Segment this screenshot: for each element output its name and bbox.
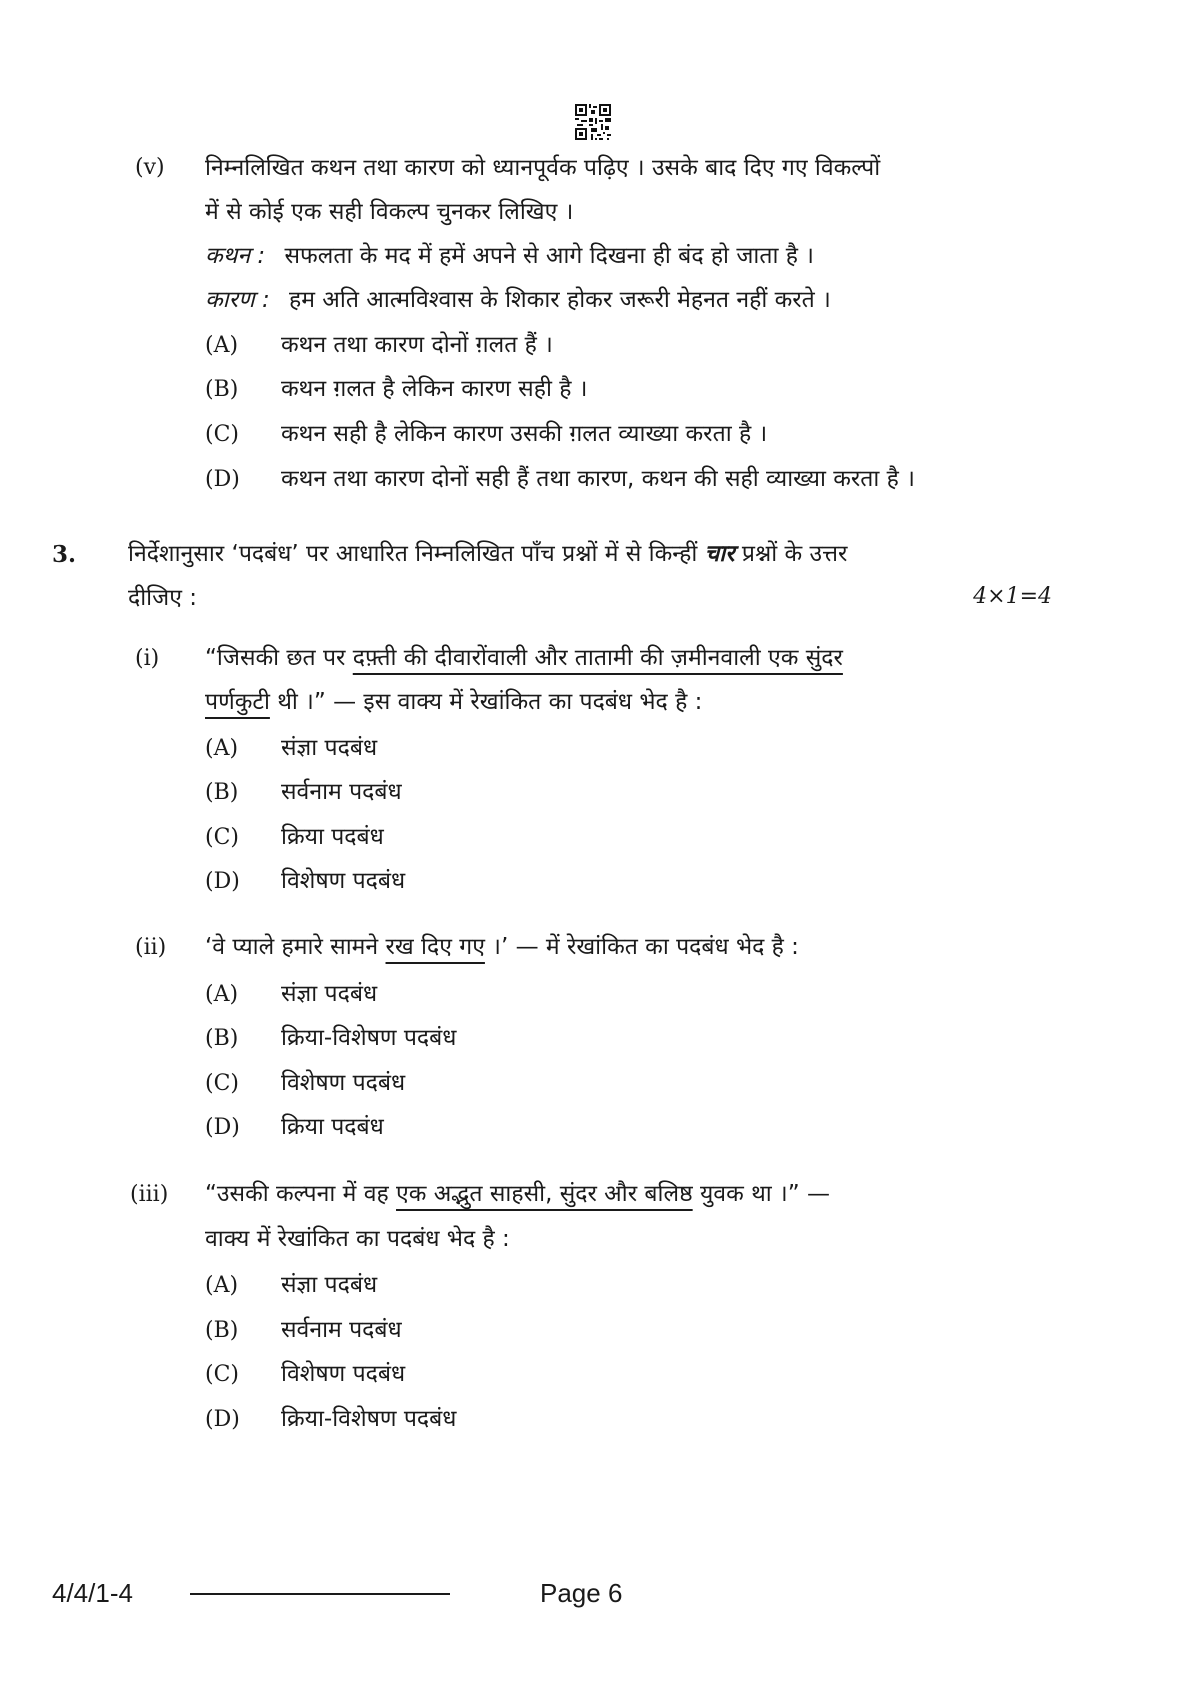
option-text: क्रिया पदबंध: [281, 1114, 384, 1140]
option-row: [205, 866, 405, 896]
question-text: वाक्य में रेखांकित का पदबंध भेद है :: [205, 1226, 510, 1252]
option-letter: (A): [205, 736, 239, 761]
option-letter: (A): [205, 982, 239, 1007]
option-letter: (D): [205, 1115, 240, 1140]
option-text: सर्वनाम पदबंध: [281, 779, 402, 805]
marks-allocation: 4×1=4: [973, 584, 1052, 609]
reason-row: [205, 285, 831, 315]
assertion-row: [205, 241, 814, 271]
option-letter: (A): [205, 1273, 239, 1298]
option-row: [205, 464, 915, 494]
option-row: [205, 330, 553, 360]
sentence-text: ‘वे प्याले हमारे सामने: [205, 934, 386, 960]
option-text: सर्वनाम पदबंध: [281, 1317, 402, 1343]
question-instruction: [128, 539, 847, 569]
option-row: [205, 1068, 405, 1098]
assertion-label: कथन :: [205, 243, 266, 269]
option-letter: (C): [205, 1071, 239, 1096]
question-text: [205, 687, 702, 717]
option-row: [205, 777, 402, 807]
option-row: [205, 374, 587, 404]
page-number: Page 6: [540, 1578, 623, 1608]
option-row: [205, 1359, 405, 1389]
option-text: कथन तथा कारण दोनों सही हैं तथा कारण, कथन की सही व्याख्या करता है ।: [281, 466, 915, 492]
underlined-phrase: पर्णकुटी: [205, 689, 270, 715]
underlined-phrase: एक अद्भुत साहसी, सुंदर और बलिष्ठ: [396, 1181, 693, 1207]
option-text: कथन सही है लेकिन कारण उसकी ग़लत व्याख्या करता है ।: [281, 421, 768, 447]
footer-divider: [190, 1593, 450, 1595]
question-part-label: (iii): [130, 1182, 169, 1207]
option-text: संज्ञा पदबंध: [281, 981, 378, 1007]
underlined-phrase: रख दिए गए: [385, 934, 485, 960]
question-instruction-line2: दीजिए :: [128, 585, 197, 611]
sentence-text: ।’ — में रेखांकित का पदबंध भेद है :: [484, 934, 799, 960]
option-row: [205, 733, 377, 763]
option-text: क्रिया-विशेषण पदबंध: [281, 1406, 457, 1432]
option-row: [205, 1404, 456, 1434]
paper-code: 4/4/1-4: [52, 1578, 133, 1608]
option-letter: (B): [205, 780, 239, 805]
instruction-text: निर्देशानुसार ‘पदबंध’ पर आधारित निम्नलिखित पाँच प्रश्नों में से किन्हीं: [128, 541, 698, 567]
option-letter: (D): [205, 869, 240, 894]
underlined-phrase: दफ़्ती की दीवारोंवाली और तातामी की ज़मीनवाली एक सुंदर: [352, 645, 843, 671]
option-letter: (B): [205, 1318, 239, 1343]
option-row: [205, 1112, 384, 1142]
option-letter: (C): [205, 422, 239, 447]
question-part-label: (v): [135, 155, 165, 180]
question-text: निम्नलिखित कथन तथा कारण को ध्यानपूर्वक पढ़िए । उसके बाद दिए गए विकल्पों: [205, 155, 881, 181]
option-text: विशेषण पदबंध: [281, 868, 406, 894]
reason-text: हम अति आत्मविश्वास के शिकार होकर जरूरी मेहनत नहीं करते ।: [289, 287, 831, 313]
option-letter: (B): [205, 377, 239, 402]
question-text: [205, 932, 799, 962]
option-row: [205, 822, 384, 852]
question-part-label: (ii): [135, 935, 167, 960]
reason-label: कारण :: [205, 287, 270, 313]
question-text: में से कोई एक सही विकल्प चुनकर लिखिए ।: [205, 199, 574, 225]
assertion-text: सफलता के मद में हमें अपने से आगे दिखना ही बंद हो जाता है ।: [284, 243, 814, 269]
option-letter: (D): [205, 1407, 240, 1432]
option-row: [205, 419, 767, 449]
option-letter: (D): [205, 467, 240, 492]
sentence-text: “उसकी कल्पना में वह: [205, 1181, 397, 1207]
option-letter: (B): [205, 1026, 239, 1051]
qr-code-icon: [573, 102, 613, 142]
sentence-text: युवक था ।” —: [692, 1181, 830, 1207]
question-text: [205, 643, 843, 673]
option-text: संज्ञा पदबंध: [281, 1272, 378, 1298]
option-text: कथन ग़लत है लेकिन कारण सही है ।: [281, 376, 588, 402]
question-part-label: (i): [135, 646, 160, 671]
option-text: क्रिया-विशेषण पदबंध: [281, 1025, 457, 1051]
sentence-text: थी ।” — इस वाक्य में रेखांकित का पदबंध भेद है :: [269, 689, 703, 715]
option-text: कथन तथा कारण दोनों ग़लत हैं ।: [281, 332, 553, 358]
option-row: [205, 1270, 377, 1300]
option-letter: (C): [205, 1362, 239, 1387]
option-text: विशेषण पदबंध: [281, 1361, 406, 1387]
option-row: [205, 1023, 456, 1053]
sentence-text: “जिसकी छत पर: [205, 645, 353, 671]
instruction-text: प्रश्नों के उत्तर: [741, 541, 848, 567]
option-text: संज्ञा पदबंध: [281, 735, 378, 761]
option-letter: (A): [205, 333, 239, 358]
option-row: [205, 1315, 402, 1345]
question-number: 3.: [52, 541, 77, 568]
instruction-emphasis: चार: [704, 541, 735, 567]
question-text: [205, 1179, 830, 1209]
option-text: विशेषण पदबंध: [281, 1070, 406, 1096]
option-text: क्रिया पदबंध: [281, 824, 384, 850]
option-letter: (C): [205, 825, 239, 850]
option-row: [205, 979, 377, 1009]
